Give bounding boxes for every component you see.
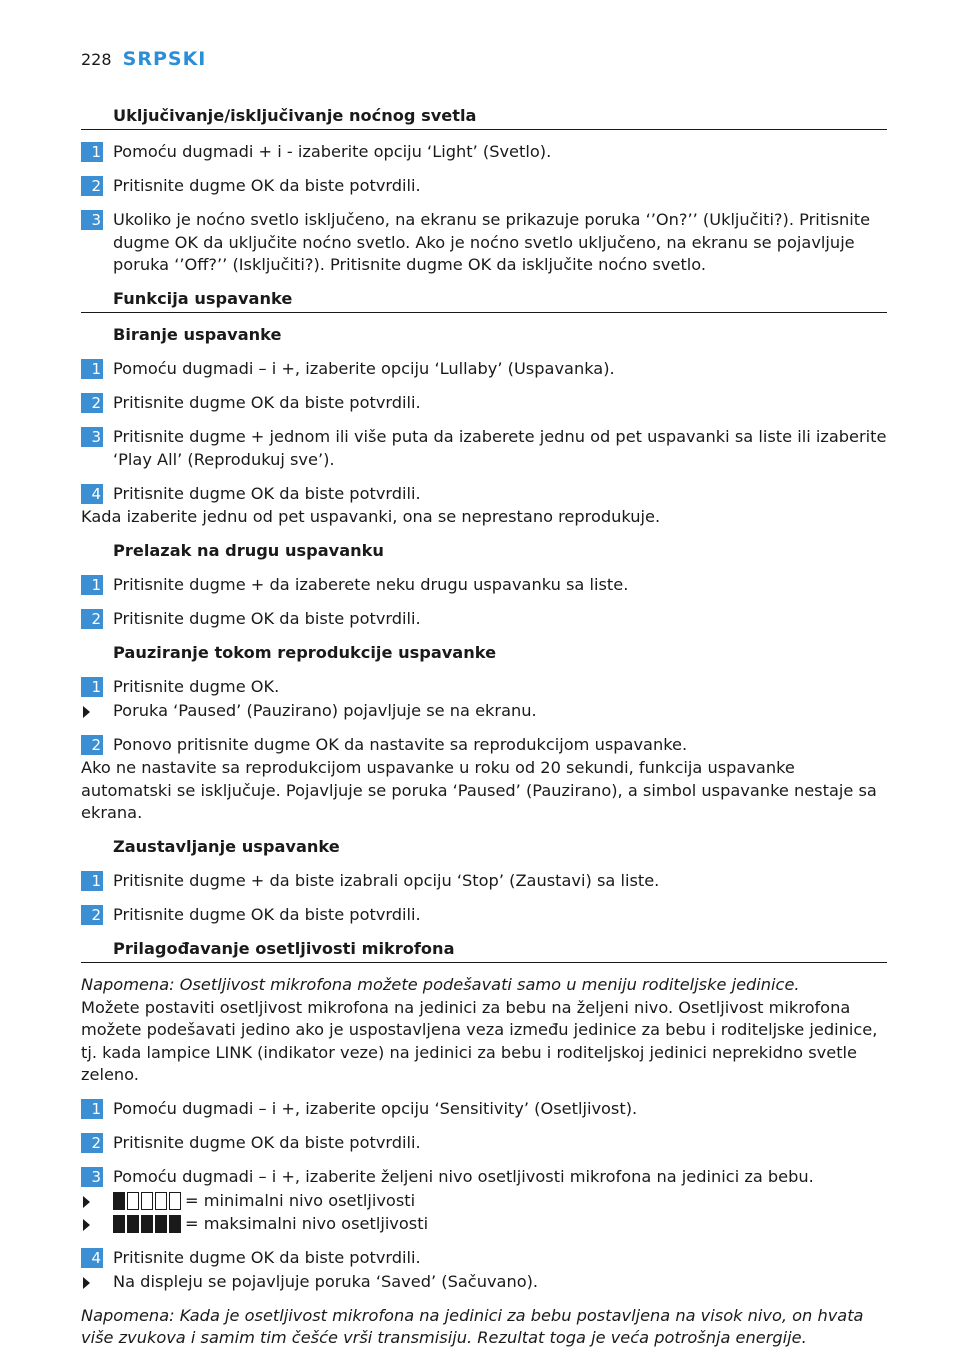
step-text: Pomoću dugmadi – i +, izaberite opciju ‘Sensitivity’ (Osetljivost). bbox=[113, 1099, 638, 1118]
step bbox=[81, 904, 887, 927]
triangle-bullet-icon bbox=[81, 1213, 103, 1235]
step bbox=[81, 209, 887, 277]
section-title-night-light: Uključivanje/isključivanje noćnog svetla bbox=[81, 105, 887, 130]
step bbox=[81, 1247, 887, 1270]
sensitivity-max-icon bbox=[113, 1215, 181, 1233]
step bbox=[81, 870, 887, 893]
sensitivity-max-text: = maksimalni nivo osetljivosti bbox=[185, 1214, 429, 1233]
step-text: Pomoću dugmadi + i - izaberite opciju ‘Light’ (Svetlo). bbox=[113, 142, 552, 161]
step-text: Pritisnite dugme + da biste izabrali opciju ‘Stop’ (Zaustavi) sa liste. bbox=[113, 871, 660, 890]
subsection-title-next-lullaby: Prelazak na drugu uspavanku bbox=[113, 541, 384, 560]
section-title-lullaby: Funkcija uspavanke bbox=[81, 288, 887, 313]
step-text: Pritisnite dugme OK da biste potvrdili. bbox=[113, 1248, 421, 1267]
level-bar-filled bbox=[113, 1215, 125, 1233]
step-number: 4 bbox=[81, 1248, 103, 1268]
result-bullet bbox=[81, 1213, 887, 1236]
step bbox=[81, 392, 887, 415]
level-bar-empty bbox=[169, 1192, 181, 1210]
page-number: 228 bbox=[81, 50, 112, 69]
step-number: 1 bbox=[81, 871, 103, 891]
paragraph: Ako ne nastavite sa reprodukcijom uspavanke u roku od 20 sekundi, funkcija uspavanke automatski se isključuje. Pojavljuje se poruka ‘Paused’ (Pauzirano), a simbol uspavanke nestaje sa ekrana. bbox=[81, 758, 877, 822]
note: Napomena: Kada je osetljivost mikrofona na jedinici za bebu postavljena na visok nivo, on hvata više zvukova i samim tim češće vrši transmisiju. Rezultat toga je veća potrošnja energije. bbox=[81, 1305, 864, 1347]
section-title-mic-sensitivity: Prilagođavanje osetljivosti mikrofona bbox=[81, 938, 887, 963]
step bbox=[81, 1098, 887, 1121]
step-text: Pritisnite dugme + jednom ili više puta da izaberete jednu od pet uspavanki sa liste ili izaberite ‘Play All’ (Reprodukuj sve’). bbox=[113, 427, 887, 469]
subsection-title-stop: Zaustavljanje uspavanke bbox=[113, 837, 340, 856]
step bbox=[81, 426, 887, 471]
step bbox=[81, 1132, 887, 1155]
step-text: Pritisnite dugme OK da biste potvrdili. bbox=[113, 176, 421, 195]
step-text: Pritisnite dugme OK da biste potvrdili. bbox=[113, 609, 421, 628]
step bbox=[81, 483, 887, 506]
step-number: 2 bbox=[81, 176, 103, 196]
step bbox=[81, 1166, 887, 1189]
level-bar-filled bbox=[169, 1215, 181, 1233]
note: Napomena: Osetljivost mikrofona možete podešavati samo u meniju roditeljske jedinice. bbox=[81, 975, 800, 994]
page-header bbox=[81, 48, 206, 74]
step-number: 2 bbox=[81, 393, 103, 413]
result-bullet bbox=[81, 1271, 887, 1294]
step-text: Pritisnite dugme OK da biste potvrdili. bbox=[113, 393, 421, 412]
step-number: 2 bbox=[81, 735, 103, 755]
level-bar-empty bbox=[127, 1192, 139, 1210]
step-number: 1 bbox=[81, 677, 103, 697]
subsection-title-pause: Pauziranje tokom reprodukcije uspavanke bbox=[113, 643, 497, 662]
step bbox=[81, 676, 887, 699]
level-bar-filled bbox=[155, 1215, 167, 1233]
level-bar-empty bbox=[155, 1192, 167, 1210]
step-text: Pritisnite dugme OK da biste potvrdili. bbox=[113, 905, 421, 924]
step bbox=[81, 608, 887, 631]
sensitivity-min-icon bbox=[113, 1192, 181, 1210]
step-text: Ponovo pritisnite dugme OK da nastavite sa reprodukcijom uspavanke. bbox=[113, 734, 688, 754]
step-text: Pritisnite dugme + da izaberete neku drugu uspavanku sa liste. bbox=[113, 575, 629, 594]
step-number: 2 bbox=[81, 905, 103, 925]
bullet-text: Na displeju se pojavljuje poruka ‘Saved’ (Sačuvano). bbox=[113, 1271, 539, 1291]
step-text: Pomoću dugmadi – i +, izaberite opciju ‘Lullaby’ (Uspavanka). bbox=[113, 359, 615, 378]
language-label: SRPSKI bbox=[122, 48, 207, 70]
triangle-bullet-icon bbox=[81, 1190, 103, 1212]
subsection-title-select-lullaby: Biranje uspavanke bbox=[113, 325, 282, 344]
step-number: 1 bbox=[81, 359, 103, 379]
step-text: Pritisnite dugme OK da biste potvrdili. bbox=[113, 483, 421, 503]
triangle-bullet-icon bbox=[81, 700, 103, 722]
step-number: 1 bbox=[81, 1099, 103, 1119]
result-bullet bbox=[81, 700, 887, 723]
step-number: 1 bbox=[81, 142, 103, 162]
step-text: Pritisnite dugme OK da biste potvrdili. bbox=[113, 1133, 421, 1152]
step-text: Ukoliko je noćno svetlo isključeno, na ekranu se prikazuje poruka ‘’On?’’ (Uključiti?). Pritisnite dugme OK da uključite noćno svetlo. Ako je noćno svetlo uključeno, na ekranu se pojavljuje poruka ‘’Off?’’ (Isključiti?). Pritisnite dugme OK da isključite noćno svetlo. bbox=[113, 210, 871, 274]
page-content bbox=[81, 105, 887, 1350]
step-text: Pritisnite dugme OK. bbox=[113, 677, 280, 696]
paragraph: Možete postaviti osetljivost mikrofona na jedinici za bebu na željeni nivo. Osetljivost mikrofona možete podešavati jedino ako je uspostavljena veza između jedinice za bebu i roditeljske jedinice, tj. kada lampice LINK (indikator veze) na jedinici za bebu i roditeljskoj jedinici neprekidno svetle zeleno. bbox=[81, 997, 878, 1084]
step-number: 2 bbox=[81, 1133, 103, 1153]
bullet-text: Poruka ‘Paused’ (Pauzirano) pojavljuje se na ekranu. bbox=[113, 700, 537, 720]
step-number: 3 bbox=[81, 210, 103, 230]
step-text: Pomoću dugmadi – i +, izaberite željeni nivo osetljivosti mikrofona na jedinici za bebu. bbox=[113, 1167, 814, 1186]
triangle-bullet-icon bbox=[81, 1271, 103, 1293]
paragraph: Kada izaberite jednu od pet uspavanki, ona se neprestano reprodukuje. bbox=[81, 507, 661, 526]
level-bar-filled bbox=[127, 1215, 139, 1233]
step-number: 3 bbox=[81, 427, 103, 447]
sensitivity-min-text: = minimalni nivo osetljivosti bbox=[185, 1190, 416, 1210]
step-number: 2 bbox=[81, 609, 103, 629]
step bbox=[81, 358, 887, 381]
step-number: 4 bbox=[81, 484, 103, 504]
level-bar-filled bbox=[113, 1192, 125, 1210]
step bbox=[81, 734, 887, 757]
result-bullet bbox=[81, 1190, 887, 1213]
step bbox=[81, 175, 887, 198]
step bbox=[81, 141, 887, 164]
level-bar-empty bbox=[141, 1192, 153, 1210]
step bbox=[81, 574, 887, 597]
step-number: 1 bbox=[81, 575, 103, 595]
step-number: 3 bbox=[81, 1167, 103, 1187]
level-bar-filled bbox=[141, 1215, 153, 1233]
